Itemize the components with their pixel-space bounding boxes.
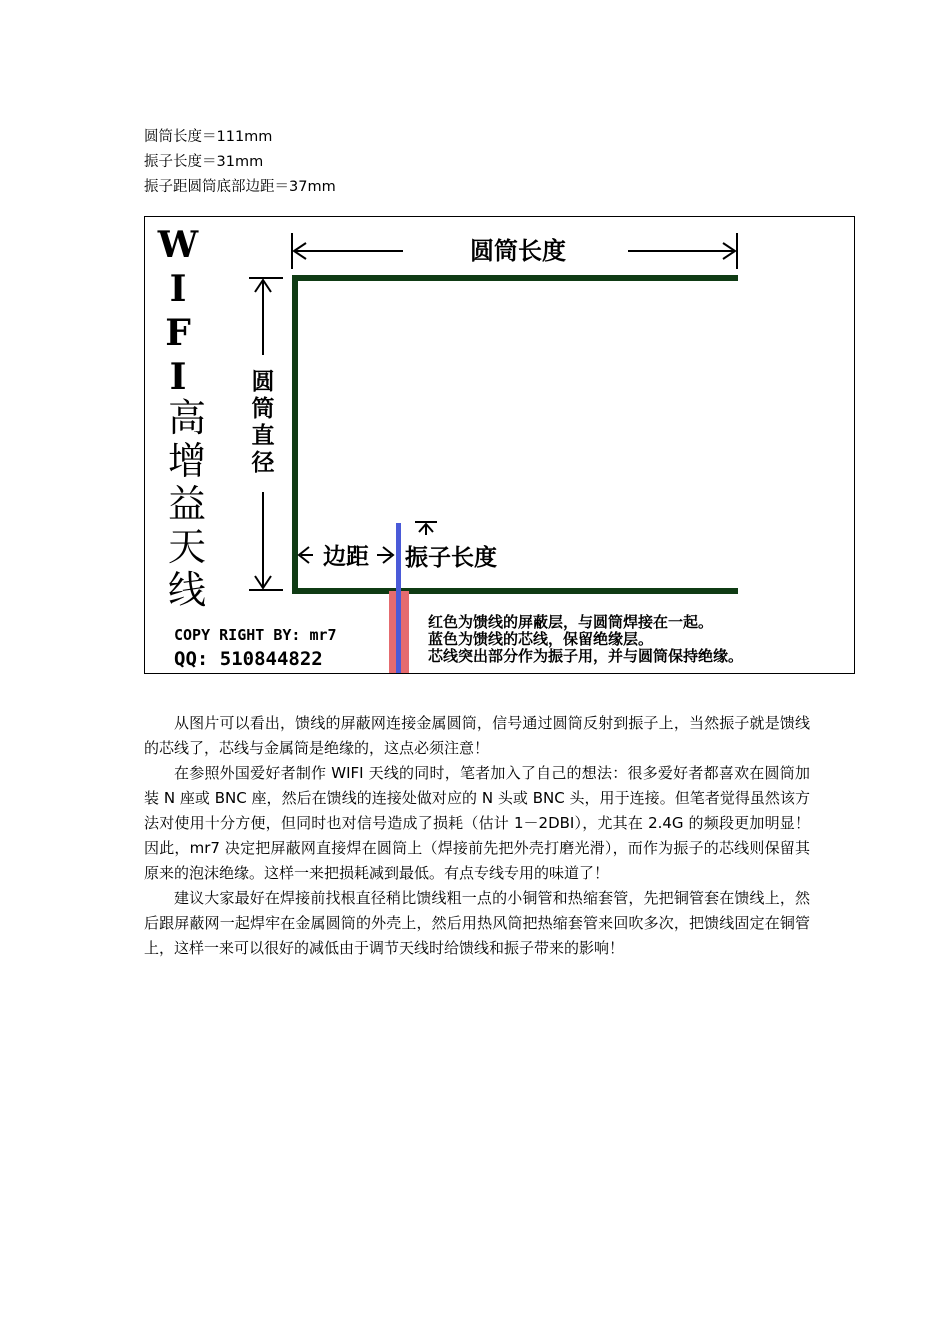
title-letter-w: W (157, 224, 199, 266)
title-char-2: 增 (167, 439, 207, 483)
diameter-char-1: 圆 (251, 369, 275, 395)
title-char-5: 线 (167, 568, 207, 612)
paragraph-2: 在参照外国爱好者制作 WIFI 天线的同时，笔者加入了自己的想法：很多爱好者都喜欢在圆筒加装 N 座或 BNC 座，然后在馈线的连接处做对应的 N 头或 BNC 头，用于连接。但笔者觉得虽然该方法对使用十分方便，但同时也对信号造成了损耗（估计 1－2DBI），尤其在 2.4G 的频段更加明显！因此，mr7 决定把屏蔽网直接焊在圆筒上（焊接前先把外壳打磨光滑），而作为振子的芯线则保留其原来的泡沫绝缘。这样一来把损耗减到最低。有点专线专用的味道了！ (144, 764, 810, 882)
antenna-diagram (144, 216, 855, 674)
feed-core (396, 523, 401, 674)
title-char-1: 高 (167, 396, 207, 440)
dipole-length-dimension (415, 522, 437, 535)
spec-cylinder-length: 圆筒长度＝111mm (144, 129, 273, 145)
spec-dipole-length: 振子长度＝31mm (144, 154, 264, 170)
note-core: 蓝色为馈线的芯线，保留绝缘层。 (428, 630, 654, 648)
title-char-4: 天 (167, 525, 207, 569)
note-shield: 红色为馈线的屏蔽层，与圆筒焊接在一起。 (428, 613, 714, 631)
title-letter-f: F (165, 312, 191, 354)
paragraph-3: 建议大家最好在焊接前找根直径稍比馈线粗一点的小铜管和热缩套管，先把铜管套在馈线上，然后跟屏蔽网一起焊牢在金属圆筒的外壳上，然后用热风筒把热缩套管来回吹多次，把馈线固定在铜管上，这样一来可以很好的减低由于调节天线时给馈线和振子带来的影响！ (144, 889, 810, 957)
antenna-diagram-svg (145, 217, 855, 674)
diameter-char-4: 径 (251, 450, 275, 476)
article-body (144, 711, 810, 961)
diameter-char-2: 筒 (251, 396, 275, 422)
qq-text: QQ: 510844822 (174, 648, 323, 670)
title-letter-i2: I (169, 356, 187, 398)
margin-label: 边距 (323, 544, 369, 570)
dipole-length-label: 振子长度 (405, 545, 497, 571)
copyright-text: COPY RIGHT BY: mr7 (174, 626, 337, 644)
cylinder-length-label: 圆筒长度 (470, 237, 566, 265)
title-char-3: 益 (167, 482, 207, 526)
note-dipole: 芯线突出部分作为振子用，并与圆筒保持绝缘。 (428, 647, 744, 665)
spec-dipole-margin: 振子距圆筒底部边距＝37mm (144, 179, 336, 195)
title-letter-i1: I (169, 268, 187, 310)
paragraph-1: 从图片可以看出，馈线的屏蔽网连接金属圆筒，信号通过圆筒反射到振子上，当然振子就是馈线的芯线了，芯线与金属筒是绝缘的，这点必须注意！ (144, 714, 810, 757)
diameter-char-3: 直 (251, 423, 275, 449)
